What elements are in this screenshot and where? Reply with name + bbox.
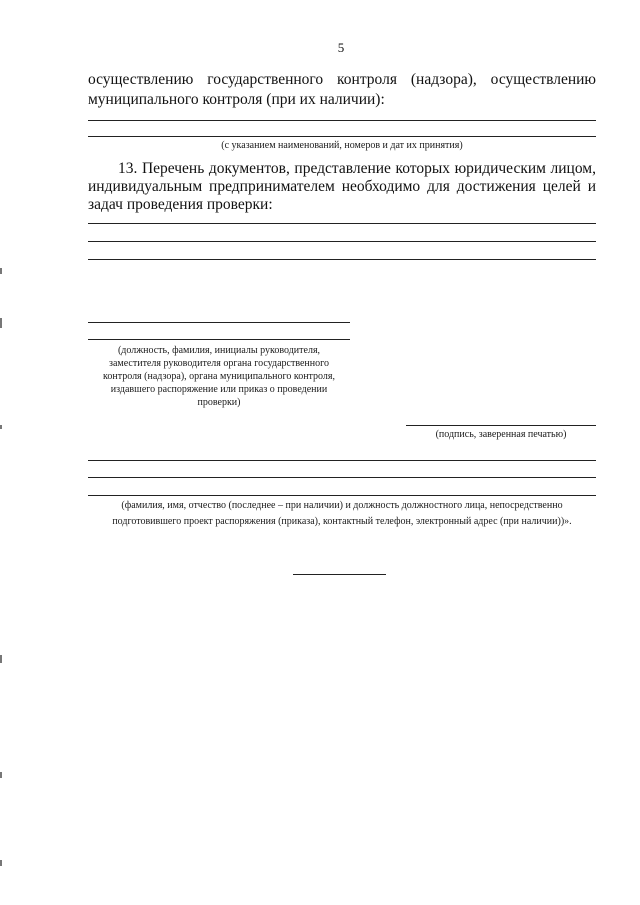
signatory-line xyxy=(88,339,350,340)
item-13-line-2: индивидуальным предпринимателем необходимо для достижения целей и xyxy=(88,178,596,195)
signatory-caption xyxy=(88,344,350,409)
fill-in-line xyxy=(88,136,596,137)
signatory-line xyxy=(88,322,350,323)
signatory-caption-line: проверки) xyxy=(197,397,241,408)
scan-edge-mark xyxy=(0,318,2,328)
signatory-caption-line: издавшего распоряжение или приказ о проведении xyxy=(110,384,328,395)
preparer-line xyxy=(88,477,596,478)
scan-edge-mark xyxy=(0,860,2,866)
signature-line xyxy=(406,425,596,426)
documents-caption: (с указанием наименований, номеров и дат их принятия) xyxy=(221,140,463,151)
preparer-caption xyxy=(88,499,596,528)
fill-in-line xyxy=(88,259,596,260)
fill-in-line xyxy=(88,241,596,242)
signatory-caption-line: (должность, фамилия, инициалы руководителя, xyxy=(117,345,321,356)
fill-in-line xyxy=(88,223,596,224)
preparer-line xyxy=(88,495,596,496)
page-number: 5 xyxy=(337,40,345,55)
scan-edge-mark xyxy=(0,425,2,429)
scan-edge-mark xyxy=(0,655,2,663)
intro-line-2: муниципального контроля (при их наличии): xyxy=(88,91,385,108)
preparer-line xyxy=(88,460,596,461)
preparer-caption-line: (фамилия, имя, отчество (последнее – при наличии) и должность должностного лица, непосредственно xyxy=(121,500,563,511)
item-13-line-1: 13. Перечень документов, представление которых юридическим лицом, xyxy=(118,160,596,177)
intro-line-1: осуществлению государственного контроля (надзора), осуществлению xyxy=(88,71,596,88)
scan-edge-mark xyxy=(0,268,2,274)
preparer-caption-line: подготовившего проект распоряжения (приказа), контактный телефон, электронный адрес (при наличии))». xyxy=(112,516,572,527)
closing-rule xyxy=(293,574,386,575)
item-13-line-3: задач проведения проверки: xyxy=(88,196,273,213)
signature-caption: (подпись, заверенная печатью) xyxy=(435,429,567,440)
fill-in-line xyxy=(88,120,596,121)
signatory-caption-line: контроля (надзора), органа муниципального контроля, xyxy=(103,371,335,382)
scan-edge-mark xyxy=(0,772,2,778)
signatory-caption-line: заместителя руководителя органа государственного xyxy=(109,358,329,369)
